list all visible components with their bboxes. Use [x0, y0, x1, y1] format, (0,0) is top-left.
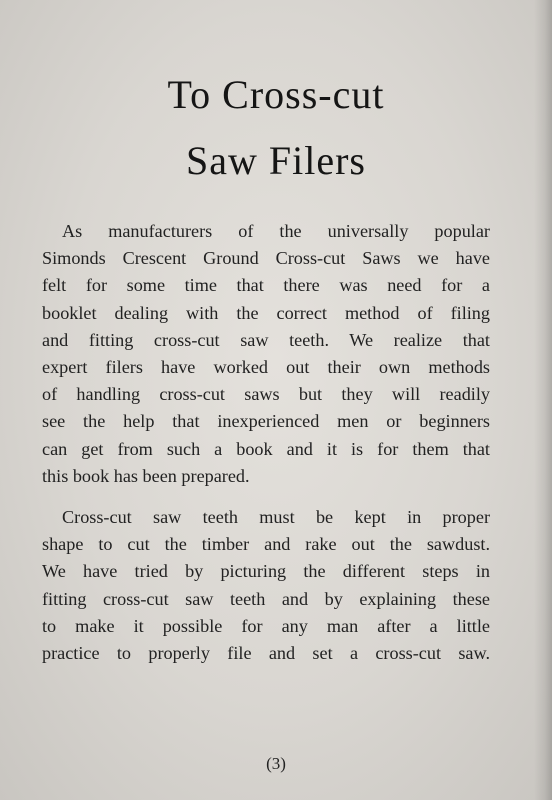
- text-line: expert filers have worked out their own methods: [42, 357, 490, 378]
- paragraph-1: [42, 218, 490, 490]
- title-line-1: To Cross-cut: [167, 72, 385, 117]
- text-line: We have tried by picturing the different steps in: [42, 561, 490, 582]
- text-line: Simonds Crescent Ground Cross-cut Saws we have: [42, 248, 490, 269]
- text-line: felt for some time that there was need for a: [42, 275, 490, 296]
- text-line: booklet dealing with the correct method of filing: [42, 302, 490, 323]
- text-line: fitting cross-cut saw teeth and by explaining these: [42, 588, 490, 609]
- text-line: practice to properly file and set a cross-cut saw.: [42, 643, 490, 664]
- title-line-2: Saw Filers: [186, 138, 366, 183]
- text-line: see the help that inexperienced men or beginners: [42, 411, 490, 432]
- body-text: [42, 218, 490, 667]
- text-line: Cross-cut saw teeth must be kept in proper: [62, 507, 490, 528]
- text-line: As manufacturers of the universally popular: [62, 221, 490, 241]
- text-line: to make it possible for any man after a little: [42, 615, 490, 636]
- paragraph-2: [42, 504, 490, 667]
- text-line: of handling cross-cut saws but they will readily: [42, 384, 490, 405]
- page-title: [0, 62, 552, 194]
- page-number: (3): [266, 754, 286, 773]
- text-line: shape to cut the timber and rake out the sawdust.: [42, 534, 490, 555]
- text-line-last: this book has been prepared.: [42, 465, 250, 486]
- text-line: can get from such a book and it is for them that: [42, 438, 490, 459]
- text-line: and fitting cross-cut saw teeth. We realize that: [42, 329, 490, 350]
